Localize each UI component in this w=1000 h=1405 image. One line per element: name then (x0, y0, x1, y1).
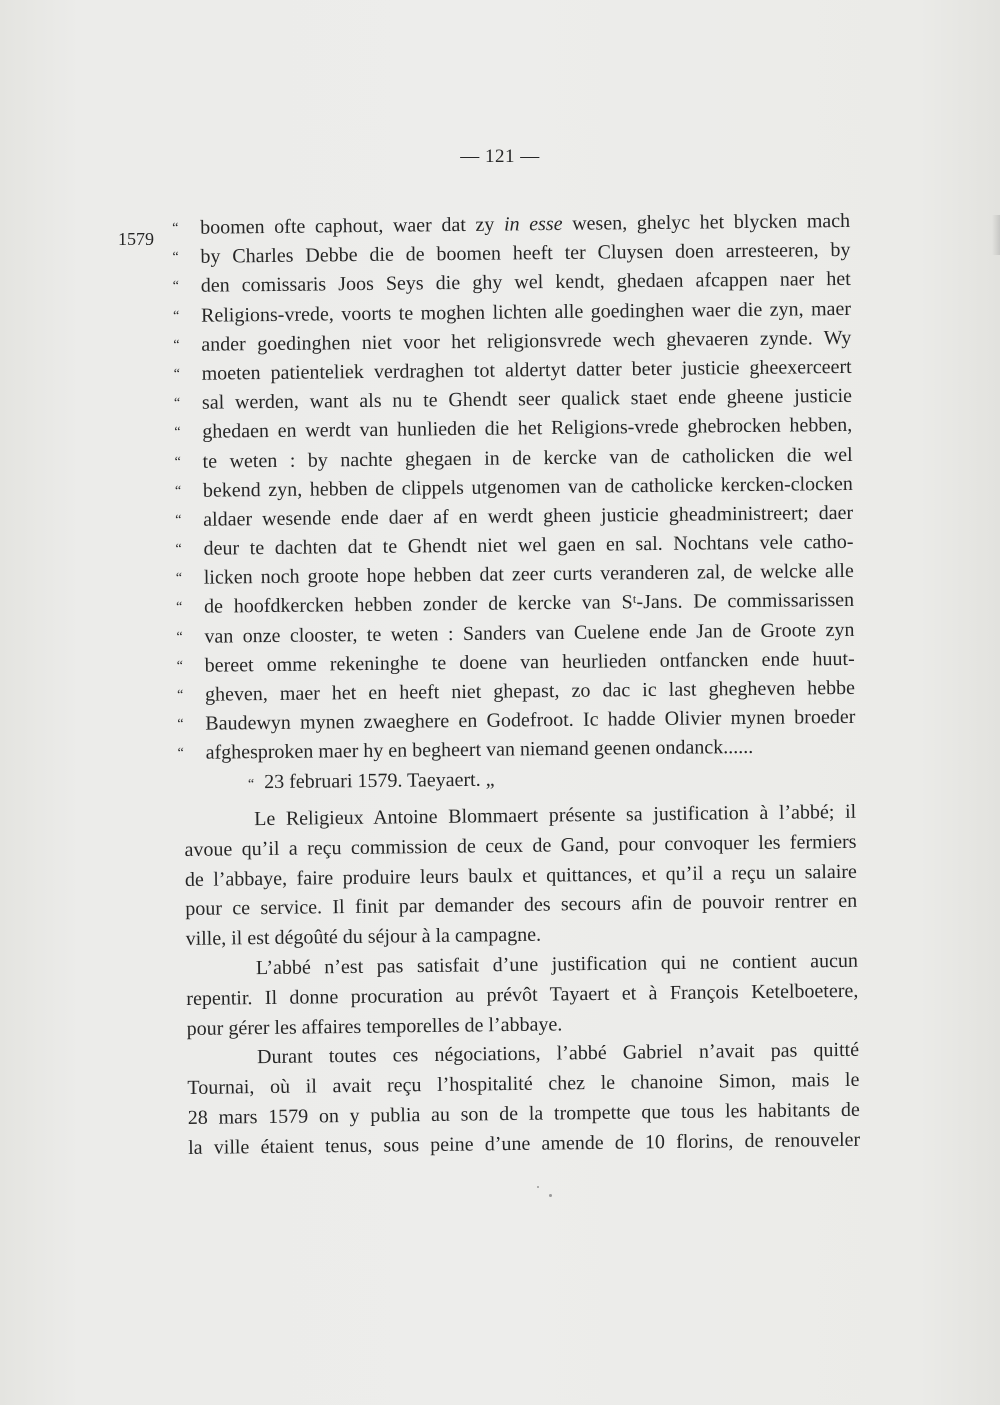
quote-mark: “ (175, 571, 183, 587)
quote-text: van onze clooster, te weten : Sanders van Cuelene ende Jan de Groote zyn (204, 618, 855, 648)
quote-mark: “ (172, 308, 180, 324)
quote-text: by Charles Debbe die de boomen heeft ter Cluysen doen arresteeren, by (200, 239, 851, 268)
body-text (184, 798, 860, 1164)
quote-mark: “ (173, 366, 180, 382)
paragraph-line: Le Religieux Antoine Blommaert présente sa justification à l’abbé; il (254, 800, 857, 831)
quote-mark: “ (172, 250, 179, 266)
quote-mark: “ (177, 746, 184, 762)
paragraph-line: pour ce service. Il finit par demander des secours afin de pouvoir rentrer en (185, 890, 858, 921)
quote-mark: “ (175, 541, 182, 558)
quote-text: bekend zyn, hebben de clippels utgenomen van de catholicke kercken-clocken (202, 472, 853, 502)
quote-mark: “ (173, 337, 180, 353)
paragraph-line: L’abbé n’est pas satisfait d’une justification qui ne contient aucun (255, 949, 859, 980)
paragraph-line: la ville étaient tenus, sous peine d’une amende de 10 florins, de renouveler (188, 1128, 861, 1159)
quote-text: de hoofdkercken hebben zonder de kercke van Sᵗ-Jans. De commissarissen (204, 589, 855, 619)
quote-text: Religions-vrede, voorts te moghen lichten alle goedinghen waer die zyn, maer (200, 297, 852, 327)
quoted-letter (172, 207, 868, 798)
italic-phrase: in esse (503, 212, 563, 236)
quote-mark: “ (175, 512, 182, 528)
quote-text: bereet omme rekeninghe te doene van heurlieden ontfancken ende huut- (204, 647, 855, 677)
quote-mark: “ (174, 454, 181, 470)
quote-mark: “ (177, 717, 184, 733)
quote-text: te weten : by nachte ghegaen in de kercke van de catholicken die wel (202, 443, 853, 473)
quote-text: sal werden, want als nu te Ghendt seer qualick staet ende gheene justicie (201, 385, 853, 414)
quote-text: ghedaen en werdt van hunlieden die het Religions-vrede ghebrocken hebben, (202, 414, 853, 444)
quote-text: afghesproken maer hy en begheert van niemand geenen ondanck...... (205, 736, 754, 765)
quote-text: gheven, maer het en heeft niet ghepast, zo dac ic last ghegheven hebbe (204, 676, 856, 706)
quote-mark: “ (176, 629, 183, 645)
quote-text: aldaer wesende ende daer af en werdt gheen justicie gheadministreert; daer (203, 501, 854, 531)
paragraph-line: Durant toutes ces négociations, l’abbé Gabriel n’avait pas quitté (256, 1039, 860, 1069)
quote-text: moeten patienteliek verdraghen tot aldertyt datter beter justicie gheexerceert (201, 355, 852, 385)
paragraph-line: de l’abbaye, faire produire leurs baulx et quittances, et qu’il a reçu un salaire (184, 860, 857, 891)
quote-text: boomen ofte caphout, waer dat zy (200, 213, 505, 239)
quote-text: licken noch groote hope hebben dat zeer curts veranderen zal, de welcke alle (203, 560, 854, 589)
quote-mark: “ (172, 279, 180, 295)
paper-speck (549, 1194, 552, 1197)
paper-speck (537, 1186, 539, 1188)
quote-mark: “ (176, 658, 184, 674)
paragraph-line: repentir. Il donne procuration au prévôt Tayaert et à François Ketelboetere, (186, 979, 859, 1010)
paragraph-line: pour gérer les affaires temporelles de l’abbaye. (186, 1012, 563, 1040)
quote-text: Baudewyn mynen zwaeghere en Godefroot. Ic hadde Olivier mynen broeder (205, 706, 856, 735)
page-number: — 121 — (460, 146, 540, 167)
page-edge-shadow (992, 215, 1000, 255)
quote-mark: “ (176, 600, 183, 616)
quote-mark: “ (174, 425, 181, 441)
paragraph-line: Tournai, où il avait reçu l’hospitalité chez le chanoine Simon, mais le (187, 1068, 860, 1100)
quote-mark: “ (176, 687, 184, 703)
quote-text: deur te dachten dat te Ghendt niet wel gaen en sal. Nochtans vele catho- (203, 530, 854, 560)
paragraph-line: 28 mars 1579 on y publia au son de la trompette que tous les habitants de (187, 1098, 860, 1129)
paragraph-line: ville, il est dégoûté du séjour à la campagne. (185, 923, 542, 951)
margin-year: 1579 (118, 229, 154, 249)
signature-text: 23 februari 1579. Taeyaert. „ (264, 768, 495, 793)
quote-mark: “ (172, 220, 179, 236)
paragraph-line: avoue qu’il a reçu commission de ceux de Gand, pour convoquer les fermiers (184, 830, 857, 861)
quote-text: ander goedinghen niet voor het religionsvrede wech ghevaeren zynde. Wy (201, 326, 852, 356)
quote-text: den comissaris Joos Seys die ghy wel kendt, ghedaen afcappen naer het (200, 268, 851, 298)
quote-mark: “ (247, 776, 255, 792)
quote-mark: “ (174, 483, 182, 499)
quote-mark: “ (173, 396, 181, 412)
quote-text: wesen, ghelyc het blycken mach (562, 209, 851, 235)
